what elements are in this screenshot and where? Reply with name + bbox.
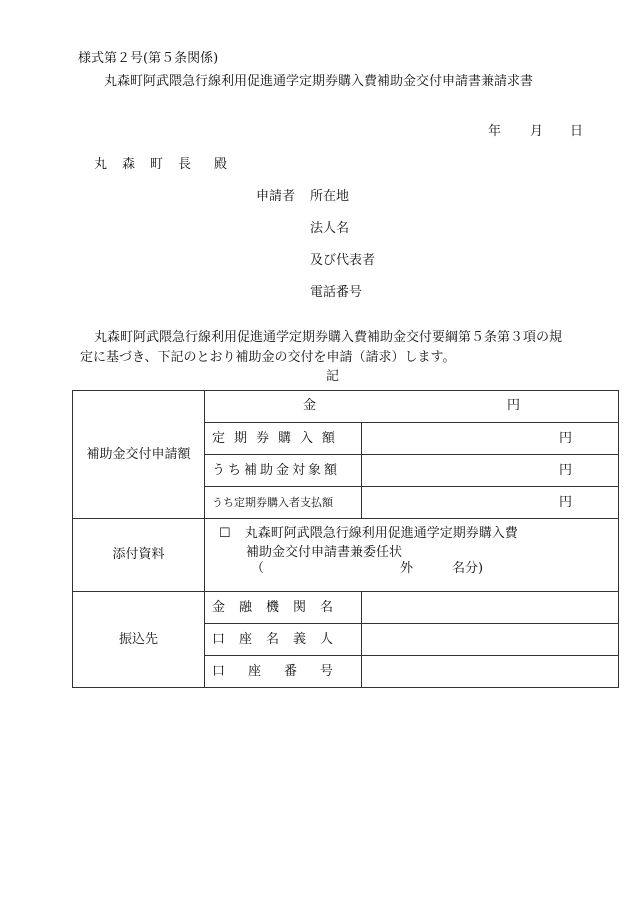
amount-section-label: 補助金交付申請額	[73, 391, 205, 519]
addressee-char-5: 殿	[214, 157, 228, 172]
label-char: 座	[238, 631, 252, 647]
label-char: 名	[265, 631, 279, 647]
date-day-label: 日	[570, 124, 584, 139]
label-char: 券	[255, 430, 269, 446]
label-char: 号	[319, 663, 333, 679]
label-char: 期	[233, 430, 247, 446]
label-char: 口	[212, 663, 226, 679]
attachment-cell	[205, 519, 619, 592]
yen-unit: 円	[558, 430, 572, 446]
applicant-corp-name-label: 法人名	[310, 221, 350, 236]
purchaser-paid-amount-field[interactable]	[362, 487, 619, 519]
attachment-line-2: 補助金交付申請書兼委任状	[246, 545, 403, 560]
label-char: 口	[212, 631, 226, 647]
addressee-char-3: 町	[150, 157, 164, 172]
applicant-representative-label: 及び代表者	[310, 253, 376, 268]
attachment-line-1: 丸森町阿武隈急行線利用促進通学定期券購入費	[244, 526, 518, 541]
account-number-label	[205, 656, 362, 688]
label-char: 義	[292, 631, 306, 647]
addressee-char-2: 森	[122, 157, 136, 172]
body-text-line-2: 定に基づき、下記のとおり補助金の交付を申請（請求）します。	[80, 350, 456, 365]
applicant-phone-label: 電話番号	[310, 285, 363, 300]
label-char: 機	[265, 599, 279, 615]
attachment-section-label: 添付資料	[73, 519, 205, 592]
transfer-section-label: 振込先	[73, 592, 205, 688]
total-yen-label: 円	[507, 398, 521, 413]
purchaser-paid-amount-label: うち定期券購入者支払額	[205, 487, 362, 519]
table-row	[73, 519, 619, 592]
date-month-label: 月	[530, 124, 544, 139]
label-char: 名	[319, 599, 333, 615]
label-char: 番	[283, 663, 297, 679]
yen-unit: 円	[558, 494, 572, 510]
addressee-char-4: 長	[178, 157, 192, 172]
account-holder-label	[205, 624, 362, 656]
label-char: 座	[247, 663, 261, 679]
bank-name-field[interactable]	[362, 592, 619, 624]
total-kin-label: 金	[303, 398, 317, 413]
label-char: 額	[321, 430, 335, 446]
bank-name-label	[205, 592, 362, 624]
subsidy-target-amount-field[interactable]	[362, 455, 619, 487]
applicant-address-label: 所在地	[310, 189, 350, 204]
label-char: 入	[299, 430, 313, 446]
table-row	[73, 592, 619, 624]
label-char: 金	[212, 599, 226, 615]
form-number: 様式第２号(第５条関係)	[78, 51, 219, 66]
pass-purchase-amount-field[interactable]	[362, 423, 619, 455]
label-char: 定	[212, 430, 226, 446]
attachment-soto-label: 外	[400, 561, 414, 576]
application-table	[72, 390, 619, 688]
total-amount-field[interactable]	[205, 391, 619, 423]
applicant-label: 申請者	[256, 189, 296, 204]
subsidy-target-amount-label: うち補助金対象額	[205, 455, 362, 487]
checkbox[interactable]: ☐	[219, 526, 231, 541]
pass-purchase-amount-label	[205, 423, 362, 455]
ki-heading: 記	[326, 369, 340, 384]
yen-unit: 円	[558, 462, 572, 478]
attachment-paren-open: （	[251, 561, 265, 576]
account-number-field[interactable]	[362, 656, 619, 688]
attachment-count-suffix: 名分)	[452, 561, 484, 576]
document-title: 丸森町阿武隈急行線利用促進通学定期券購入費補助金交付申請書兼請求書	[104, 74, 534, 89]
table-row	[73, 391, 619, 423]
account-holder-field[interactable]	[362, 624, 619, 656]
label-char: 人	[319, 631, 333, 647]
label-char: 購	[277, 430, 291, 446]
label-char: 融	[238, 599, 252, 615]
label-char: 関	[292, 599, 306, 615]
date-year-label: 年	[488, 124, 502, 139]
body-text-line-1: 丸森町阿武隈急行線利用促進通学定期券購入費補助金交付要綱第５条第３項の規	[94, 330, 563, 345]
addressee-char-1: 丸	[94, 157, 108, 172]
